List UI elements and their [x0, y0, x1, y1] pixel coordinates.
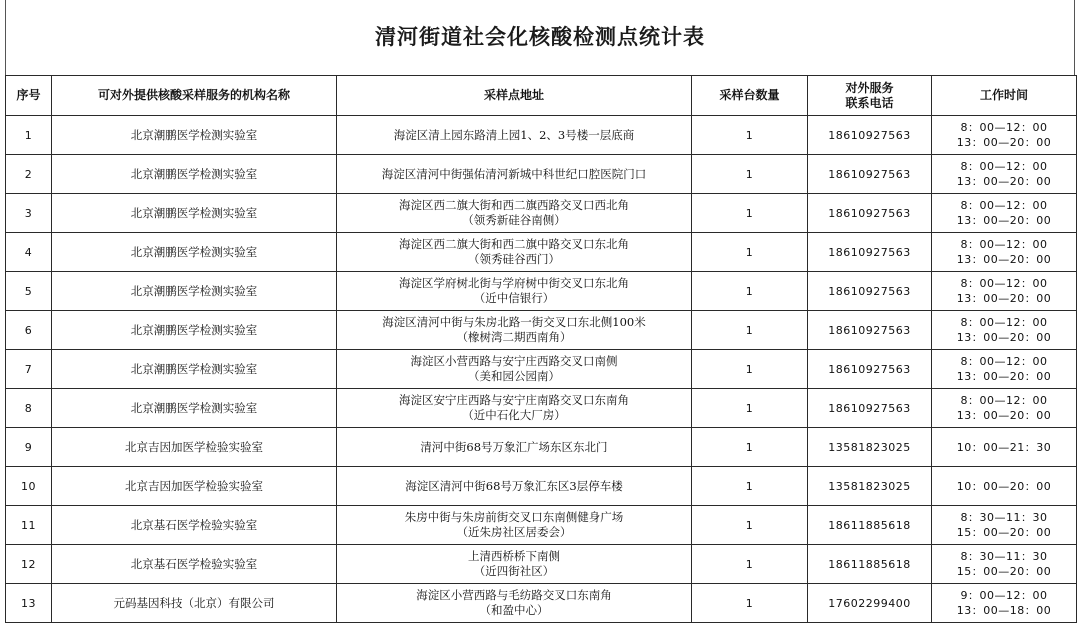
- cell-address-line: 海淀区清河中街与朱房北路一街交叉口东北侧100米: [382, 315, 646, 329]
- cell-hours-line: 8：30—11：30: [960, 550, 1048, 563]
- cell-address-line: 朱房中街与朱房前街交叉口东南侧健身广场: [404, 510, 624, 524]
- cell-hours: [932, 272, 1077, 311]
- cell-phone: 18610927563: [808, 389, 932, 428]
- cell-org-name: 北京潮鹏医学检测实验室: [52, 311, 337, 350]
- header-station-count: [692, 76, 808, 116]
- cell-hours-line: 8：00—12：00: [960, 199, 1048, 212]
- cell-hours: [932, 467, 1077, 506]
- header-org-name: [52, 76, 337, 116]
- cell-address-line: 海淀区小营西路与毛纺路交叉口东南角: [416, 588, 612, 602]
- table-row: [6, 506, 1077, 545]
- table-row: [6, 389, 1077, 428]
- cell-org-name: 北京潮鹏医学检测实验室: [52, 272, 337, 311]
- header-text: 序号: [16, 88, 41, 102]
- cell-hours: [932, 584, 1077, 623]
- cell-phone: 18610927563: [808, 116, 932, 155]
- cell-hours-line: 8：00—12：00: [960, 277, 1048, 290]
- cell-phone: 18610927563: [808, 155, 932, 194]
- cell-hours-line: 8：30—11：30: [960, 511, 1048, 524]
- cell-hours-line: 8：00—12：00: [960, 394, 1048, 407]
- cell-hours-line: 13：00—20：00: [956, 331, 1052, 344]
- cell-index: 13: [6, 584, 52, 623]
- table-row: [6, 467, 1077, 506]
- cell-phone: 18610927563: [808, 350, 932, 389]
- cell-index: 2: [6, 155, 52, 194]
- cell-hours-line: 10：00—21：30: [956, 440, 1052, 454]
- cell-hours-line: 13：00—20：00: [956, 292, 1052, 305]
- cell-org-name: 北京吉因加医学检验实验室: [52, 428, 337, 467]
- header-index: [6, 76, 52, 116]
- table-row: [6, 194, 1077, 233]
- cell-hours: [932, 155, 1077, 194]
- cell-index: 7: [6, 350, 52, 389]
- cell-hours-line: 13：00—20：00: [956, 175, 1052, 188]
- cell-hours: [932, 428, 1077, 467]
- table-row: [6, 350, 1077, 389]
- cell-hours: [932, 350, 1077, 389]
- cell-address: [337, 428, 692, 467]
- cell-hours-line: 13：00—20：00: [956, 409, 1052, 422]
- cell-org-name: 北京潮鹏医学检测实验室: [52, 233, 337, 272]
- cell-address-line: （近中石化大厂房）: [462, 408, 566, 422]
- cell-phone: 18610927563: [808, 194, 932, 233]
- cell-phone: 18611885618: [808, 545, 932, 584]
- cell-org-name: 元码基因科技（北京）有限公司: [52, 584, 337, 623]
- cell-org-name: 北京潮鹏医学检测实验室: [52, 155, 337, 194]
- cell-hours-line: 8：00—12：00: [960, 121, 1048, 134]
- cell-address-line: （美和园公园南）: [468, 369, 560, 383]
- cell-org-name: 北京潮鹏医学检测实验室: [52, 116, 337, 155]
- cell-hours-line: 13：00—20：00: [956, 253, 1052, 266]
- cell-hours-line: 13：00—20：00: [956, 214, 1052, 227]
- cell-address: [337, 545, 692, 584]
- header-phone: [808, 76, 932, 116]
- header-text: 工作时间: [979, 88, 1028, 102]
- cell-address-line: （和盈中心）: [479, 603, 549, 617]
- cell-address-line: （领秀新硅谷南侧）: [462, 213, 566, 227]
- header-text: 联系电话: [845, 95, 894, 110]
- cell-station-count: 1: [692, 116, 808, 155]
- cell-address: [337, 467, 692, 506]
- cell-hours-line: 8：00—12：00: [960, 238, 1048, 251]
- cell-org-name: 北京潮鹏医学检测实验室: [52, 194, 337, 233]
- page-title: 清河街道社会化核酸检测点统计表: [375, 23, 705, 49]
- header-text: 可对外提供核酸采样服务的机构名称: [97, 88, 290, 102]
- cell-address-line: （近朱房社区居委会）: [456, 525, 572, 539]
- cell-index: 5: [6, 272, 52, 311]
- cell-index: 6: [6, 311, 52, 350]
- cell-address-line: 清河中街68号万象汇广场东区东北门: [420, 439, 608, 454]
- cell-station-count: 1: [692, 506, 808, 545]
- cell-hours-line: 8：00—12：00: [960, 355, 1048, 368]
- cell-hours-line: 10：00—20：00: [956, 479, 1052, 493]
- cell-address-line: （近中信银行）: [473, 291, 555, 305]
- cell-address: [337, 272, 692, 311]
- cell-address-line: 海淀区清河中街68号万象汇东区3层停车楼: [405, 478, 623, 493]
- cell-station-count: 1: [692, 350, 808, 389]
- table-row: [6, 428, 1077, 467]
- cell-hours-line: 15：00—20：00: [956, 565, 1052, 578]
- cell-address: [337, 584, 692, 623]
- cell-station-count: 1: [692, 428, 808, 467]
- cell-station-count: 1: [692, 233, 808, 272]
- table-row: [6, 545, 1077, 584]
- cell-phone: 13581823025: [808, 467, 932, 506]
- cell-station-count: 1: [692, 584, 808, 623]
- cell-hours-line: 13：00—18：00: [956, 604, 1052, 617]
- cell-hours-line: 15：00—20：00: [956, 526, 1052, 539]
- cell-address-line: 海淀区小营西路与安宁庄西路交叉口南侧: [410, 354, 618, 368]
- cell-index: 11: [6, 506, 52, 545]
- cell-hours: [932, 233, 1077, 272]
- cell-address-line: 海淀区学府树北街与学府树中街交叉口东北角: [399, 276, 629, 290]
- cell-org-name: 北京基石医学检验实验室: [52, 506, 337, 545]
- cell-hours: [932, 311, 1077, 350]
- cell-address: [337, 116, 692, 155]
- cell-hours-line: 13：00—20：00: [956, 136, 1052, 149]
- cell-hours-line: 13：00—20：00: [956, 370, 1052, 383]
- cell-station-count: 1: [692, 272, 808, 311]
- table-body: [6, 116, 1077, 623]
- table-row: [6, 272, 1077, 311]
- cell-index: 12: [6, 545, 52, 584]
- cell-hours: [932, 194, 1077, 233]
- header-text: 采样点地址: [483, 88, 544, 102]
- cell-hours-line: 8：00—12：00: [960, 316, 1048, 329]
- header-address: [337, 76, 692, 116]
- table-row: [6, 233, 1077, 272]
- cell-hours: [932, 389, 1077, 428]
- cell-address-line: 上清西桥桥下南侧: [468, 549, 560, 563]
- cell-index: 4: [6, 233, 52, 272]
- cell-address-line: 海淀区西二旗大街和西二旗西路交叉口西北角: [399, 198, 629, 212]
- cell-station-count: 1: [692, 194, 808, 233]
- cell-phone: 18610927563: [808, 272, 932, 311]
- cell-org-name: 北京吉因加医学检验实验室: [52, 467, 337, 506]
- cell-address-line: （领秀硅谷西门）: [468, 252, 560, 266]
- cell-address-line: 海淀区安宁庄西路与安宁庄南路交叉口东南角: [399, 393, 629, 407]
- table-row: [6, 311, 1077, 350]
- cell-address: [337, 194, 692, 233]
- title-row: [5, 0, 1075, 75]
- cell-address: [337, 233, 692, 272]
- header-text: 采样台数量: [719, 88, 780, 102]
- cell-phone: 18611885618: [808, 506, 932, 545]
- cell-address-line: （近四街社区）: [473, 564, 555, 578]
- cell-phone: 13581823025: [808, 428, 932, 467]
- cell-station-count: 1: [692, 389, 808, 428]
- cell-index: 8: [6, 389, 52, 428]
- cell-hours-line: 9：00—12：00: [960, 589, 1048, 602]
- cell-index: 3: [6, 194, 52, 233]
- table-row: [6, 116, 1077, 155]
- header-row: [6, 76, 1077, 116]
- cell-station-count: 1: [692, 311, 808, 350]
- cell-hours-line: 8：00—12：00: [960, 160, 1048, 173]
- cell-station-count: 1: [692, 467, 808, 506]
- cell-address: [337, 506, 692, 545]
- table-row: [6, 584, 1077, 623]
- cell-address-line: 海淀区清河中街强佑清河新城中科世纪口腔医院门口: [381, 166, 647, 181]
- table-row: [6, 155, 1077, 194]
- cell-index: 1: [6, 116, 52, 155]
- cell-hours: [932, 116, 1077, 155]
- header-hours: [932, 76, 1077, 116]
- cell-address: [337, 155, 692, 194]
- cell-org-name: 北京潮鹏医学检测实验室: [52, 350, 337, 389]
- cell-org-name: 北京基石医学检验实验室: [52, 545, 337, 584]
- cell-address-line: 海淀区清上园东路清上园1、2、3号楼一层底商: [393, 127, 635, 142]
- cell-address: [337, 350, 692, 389]
- cell-address-line: 海淀区西二旗大街和西二旗中路交叉口东北角: [399, 237, 629, 251]
- cell-hours: [932, 545, 1077, 584]
- cell-phone: 18610927563: [808, 233, 932, 272]
- header-text: 对外服务: [845, 80, 894, 95]
- cell-index: 9: [6, 428, 52, 467]
- cell-address-line: （橡树湾二期西南角）: [456, 330, 572, 344]
- testing-sites-table: [5, 75, 1077, 623]
- cell-station-count: 1: [692, 545, 808, 584]
- cell-hours: [932, 506, 1077, 545]
- cell-phone: 18610927563: [808, 311, 932, 350]
- cell-org-name: 北京潮鹏医学检测实验室: [52, 389, 337, 428]
- cell-station-count: 1: [692, 155, 808, 194]
- cell-address: [337, 311, 692, 350]
- cell-address: [337, 389, 692, 428]
- cell-phone: 17602299400: [808, 584, 932, 623]
- cell-index: 10: [6, 467, 52, 506]
